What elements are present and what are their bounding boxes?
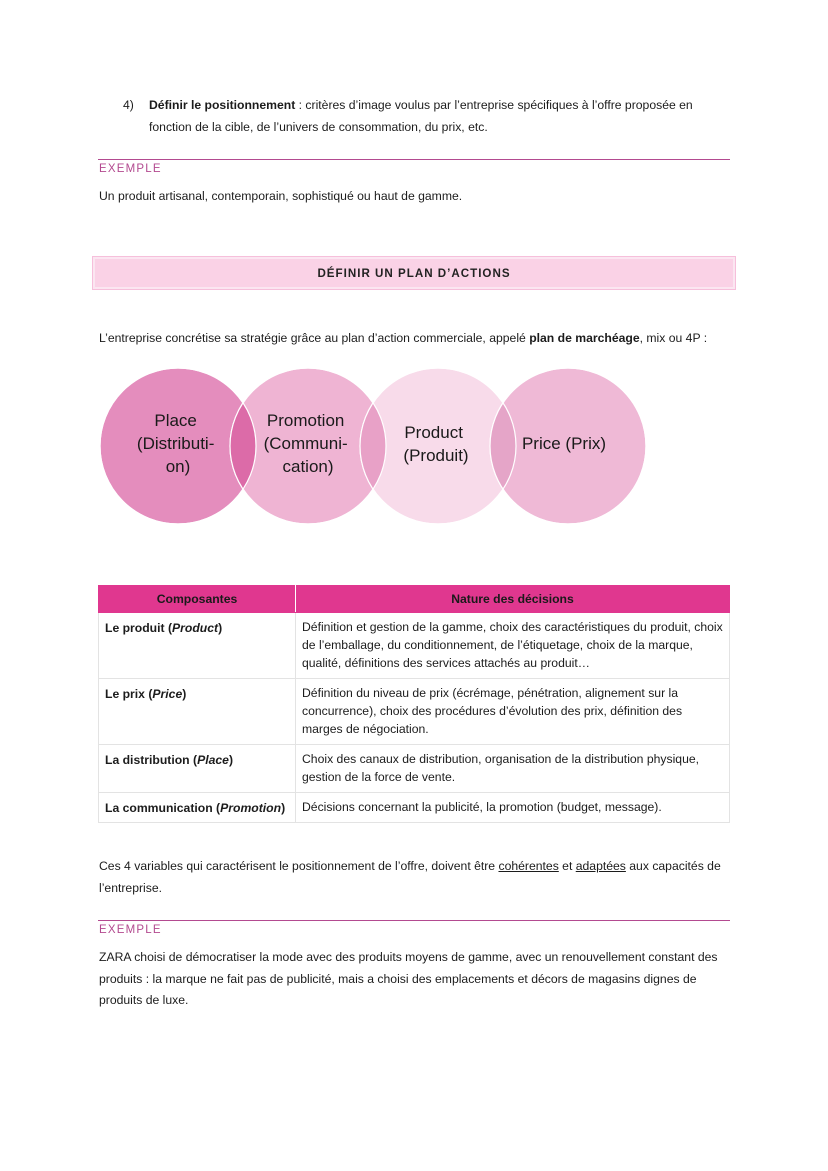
column-header-components: Composantes bbox=[99, 586, 296, 613]
circle-label-price: Price (Prix) bbox=[521, 434, 607, 453]
intro-before: L’entreprise concrétise sa stratégie grâce au plan d’action commerciale, appelé bbox=[99, 331, 530, 345]
underlined-coherentes: cohérentes bbox=[498, 859, 559, 873]
underlined-adaptees: adaptées bbox=[575, 859, 626, 873]
table-row bbox=[99, 793, 730, 823]
example-text: Un produit artisanal, contemporain, sophistiqué ou haut de gamme. bbox=[99, 189, 463, 203]
table-row bbox=[99, 679, 730, 745]
table-row bbox=[99, 745, 730, 793]
section-title: DÉFINIR UN PLAN D’ACTIONS bbox=[317, 266, 511, 280]
step-title: Définir le positionnement bbox=[149, 98, 296, 112]
row-label: Le produit (Product) bbox=[99, 613, 296, 679]
marketing-mix-table bbox=[98, 585, 730, 823]
row-label: Le prix (Price) bbox=[99, 679, 296, 745]
row-description: Définition du niveau de prix (écrémage, pénétration, alignement sur la concurrence), choix des procédures d’évolution des prix, définition des marges de négociation. bbox=[296, 679, 730, 745]
row-description: Choix des canaux de distribution, organisation de la distribution physique, gestion de la force de vente. bbox=[296, 745, 730, 793]
step-number: 4) bbox=[123, 98, 134, 112]
section-banner bbox=[93, 257, 735, 289]
example-divider bbox=[98, 159, 730, 160]
intro-paragraph bbox=[99, 328, 739, 350]
circle-label-place: Place (Distributi- on) bbox=[136, 411, 215, 476]
row-description: Décisions concernant la publicité, la promotion (budget, message). bbox=[296, 793, 730, 823]
row-label: La distribution (Place) bbox=[99, 745, 296, 793]
table-header-row bbox=[99, 586, 730, 613]
summary-paragraph: Ces 4 variables qui caractérisent le positionnement de l’offre, doivent être cohérentes et adaptées aux capacités de l’entreprise. bbox=[99, 859, 721, 895]
intro-after: , mix ou 4P : bbox=[639, 331, 708, 345]
step-body bbox=[149, 95, 734, 138]
column-header-decisions: Nature des décisions bbox=[296, 586, 730, 613]
circle-label-promotion: Promotion (Communi- cation) bbox=[263, 411, 348, 476]
row-description: Définition et gestion de la gamme, choix des caractéristiques du produit, choix de l’emballage, du conditionnement, de l’étiquetage, choix de la marque, qualité, définitions des services attachés au produit… bbox=[296, 613, 730, 679]
four-p-diagram bbox=[96, 362, 648, 530]
circle-label-product: Product (Produit) bbox=[403, 423, 469, 465]
step-text: : critères d’image voulus par l’entreprise spécifiques à l’offre proposée en fonction de la cible, de l’univers de consommation, du prix, etc. bbox=[149, 98, 693, 134]
example-label: EXEMPLE bbox=[99, 163, 162, 175]
table-row bbox=[99, 613, 730, 679]
example-divider bbox=[98, 920, 730, 921]
example-label: EXEMPLE bbox=[99, 924, 162, 936]
intro-bold: plan de marchéage bbox=[529, 331, 640, 345]
example-text: ZARA choisi de démocratiser la mode avec des produits moyens de gamme, avec un renouvellement constant des produits : la marque ne fait pas de publicité, mais a choisi des emplacements et décors de magasins dignes de produits de luxe. bbox=[99, 950, 718, 1007]
row-label: La communication (Promotion) bbox=[99, 793, 296, 823]
